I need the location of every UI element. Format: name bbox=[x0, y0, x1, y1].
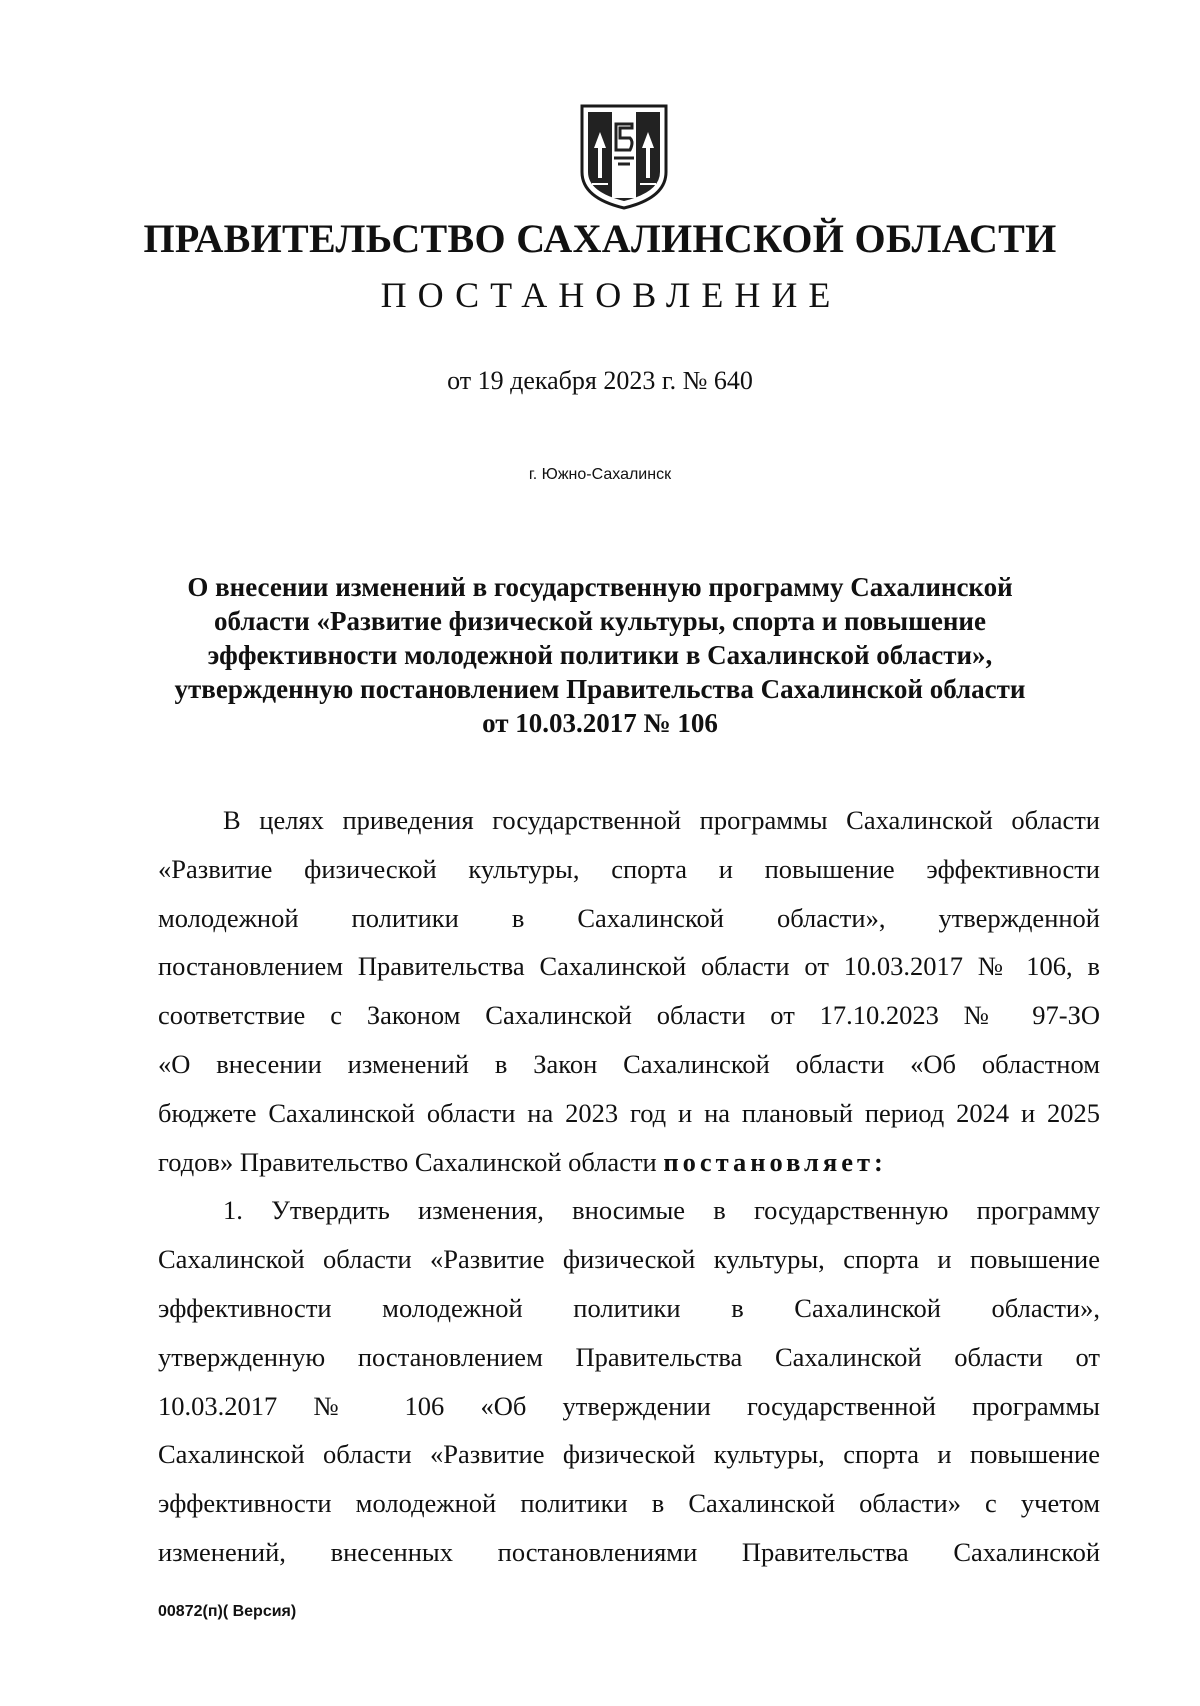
document-city: г. Южно-Сахалинск bbox=[528, 466, 672, 483]
body-line-text: годов» Правительство Сахалинской области bbox=[158, 1146, 657, 1177]
organization-title: ПРАВИТЕЛЬСТВО САХАЛИНСКОЙ ОБЛАСТИ bbox=[143, 216, 1057, 261]
sakhalin-coat-of-arms-icon bbox=[578, 102, 670, 210]
body-line: В целях приведения государственной программы Сахалинской области bbox=[223, 805, 1100, 835]
body-line: соответствие с Законом Сахалинской области от 17.10.2023 № 97-ЗО bbox=[158, 1000, 1100, 1031]
subject-line: эффективности молодежной политики в Сахалинской области», bbox=[207, 640, 993, 670]
body-line: изменений, внесенных постановлениями Правительства Сахалинской bbox=[158, 1536, 1100, 1567]
subject-line: от 10.03.2017 № 106 bbox=[482, 708, 718, 738]
body-line: Сахалинской области «Развитие физической культуры, спорта и повышение bbox=[158, 1244, 1100, 1275]
body-line-final bbox=[158, 1138, 1100, 1187]
body-line: 10.03.2017 № 106 «Об утверждении государственной программы bbox=[158, 1390, 1100, 1421]
body-line: 1. Утвердить изменения, вносимые в государственную программу bbox=[223, 1195, 1100, 1226]
document-subject bbox=[160, 570, 1040, 740]
body-line: бюджете Сахалинской области на 2023 год и на плановый период 2024 и 2025 bbox=[158, 1097, 1100, 1128]
subject-line: области «Развитие физической культуры, спорта и повышение bbox=[214, 606, 986, 636]
body-line: утвержденную постановлением Правительства Сахалинской области от bbox=[158, 1341, 1100, 1372]
subject-line: О внесении изменений в государственную программу Сахалинской bbox=[187, 572, 1013, 602]
body-line: «О внесении изменений в Закон Сахалинской области «Об областном bbox=[158, 1048, 1100, 1079]
body-line: эффективности молодежной политики в Сахалинской области», bbox=[158, 1292, 1100, 1323]
document-version-code: 00872(п)( Версия) bbox=[158, 1603, 297, 1620]
document-type: ПОСТАНОВЛЕНИЕ bbox=[380, 275, 842, 315]
document-date-number: от 19 декабря 2023 г. № 640 bbox=[447, 366, 753, 395]
body-line: Сахалинской области «Развитие физической культуры, спорта и повышение bbox=[158, 1439, 1100, 1470]
body-line: постановлением Правительства Сахалинской области от 10.03.2017 № 106, в bbox=[158, 951, 1100, 982]
subject-line: утвержденную постановлением Правительства Сахалинской области bbox=[174, 674, 1026, 704]
document-body bbox=[158, 796, 1100, 1577]
body-line: «Развитие физической культуры, спорта и повышение эффективности bbox=[158, 853, 1100, 884]
body-line: эффективности молодежной политики в Сахалинской области» с учетом bbox=[158, 1488, 1100, 1519]
body-line: молодежной политики в Сахалинской области», утвержденной bbox=[158, 902, 1100, 933]
resolution-keyword: постановляет: bbox=[663, 1146, 887, 1177]
